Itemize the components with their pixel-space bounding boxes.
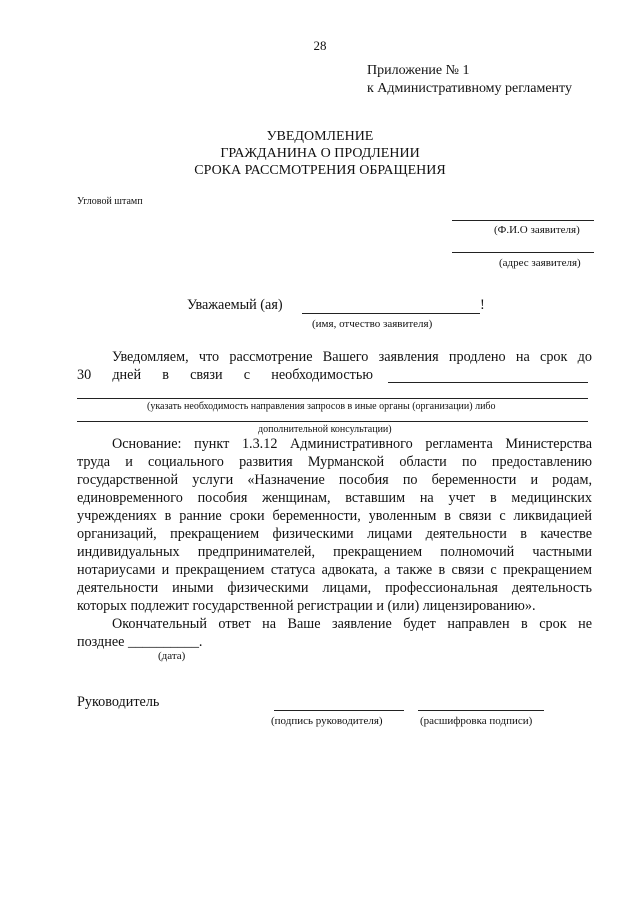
basis-line: Основание: пункт 1.3.12 Административного регламента Министерства	[112, 436, 592, 452]
greeting-hint: (имя, отчество заявителя)	[312, 318, 433, 330]
notice-word: 30	[77, 367, 92, 383]
page-number: 28	[313, 38, 327, 53]
applicant-name-label: (Ф.И.О заявителя)	[494, 224, 580, 236]
basis-line: организаций, прекращением физическими лицами деятельности в качестве	[77, 526, 592, 542]
notice-line-1: Уведомляем, что рассмотрение Вашего заявления продлено на срок до	[112, 349, 592, 365]
notice-word: необходимостью	[271, 367, 373, 383]
applicant-name-line	[452, 220, 594, 221]
basis-line: индивидуальных предпринимателей, прекращением полномочий частными	[77, 544, 592, 560]
title-line-3: СРОКА РАССМОТРЕНИЯ ОБРАЩЕНИЯ	[194, 163, 446, 178]
applicant-address-label: (адрес заявителя)	[499, 257, 581, 269]
notice-word: дней	[112, 367, 142, 383]
appendix-number: Приложение № 1	[367, 63, 470, 78]
title-line-2: ГРАЖДАНИНА О ПРОДЛЕНИИ	[220, 146, 420, 161]
notice-line-2	[77, 367, 373, 384]
basis-line: деятельности иными физическими лицами, профессиональная деятельность	[77, 580, 592, 596]
reason-line-1	[388, 382, 588, 383]
reason-line-3	[77, 421, 588, 422]
signatory-role: Руководитель	[77, 694, 160, 710]
greeting-exclamation: !	[480, 297, 485, 313]
greeting-text: Уважаемый (ая)	[187, 297, 283, 313]
signature-decode-line	[418, 710, 544, 711]
reason-hint-1: (указать необходимость направления запросов в иные органы (организации) либо	[147, 401, 496, 412]
signature-hint: (подпись руководителя)	[271, 715, 383, 727]
appendix-regulation: к Административному регламенту	[367, 81, 572, 96]
reason-line-2	[77, 398, 588, 399]
notice-word: в	[162, 367, 169, 383]
title-line-1: УВЕДОМЛЕНИЕ	[266, 129, 374, 144]
signature-line	[274, 710, 404, 711]
date-hint: (дата)	[158, 650, 186, 662]
greeting-name-line	[302, 313, 480, 314]
basis-line: учреждениях в ранние сроки беременности, уволенным в связи с ликвидацией	[77, 508, 592, 524]
signature-decode-hint: (расшифровка подписи)	[420, 715, 533, 727]
basis-line: единовременного пособия женщинам, вставшим на учет в медицинских	[77, 490, 592, 506]
document-title	[0, 128, 640, 179]
reason-hint-2: дополнительной консультации)	[258, 424, 392, 435]
notice-word: с	[243, 367, 251, 383]
basis-line: государственной услуги «Назначение пособия по беременности и родам,	[77, 472, 592, 488]
final-answer-line-1: Окончательный ответ на Ваше заявление будет направлен в срок не	[112, 616, 592, 632]
applicant-address-line	[452, 252, 594, 253]
basis-line: труда и социального развития Мурманской области по предоставлению	[77, 454, 592, 470]
final-answer-line-2: позднее __________.	[77, 634, 203, 650]
notice-word: связи	[190, 367, 223, 383]
corner-stamp-label: Угловой штамп	[77, 196, 143, 207]
basis-line-last: которых подлежит государственной регистрации и (или) лицензированию».	[77, 598, 536, 614]
basis-line: нотариусами и прекращением статуса адвоката, а также в связи с прекращением	[77, 562, 592, 578]
